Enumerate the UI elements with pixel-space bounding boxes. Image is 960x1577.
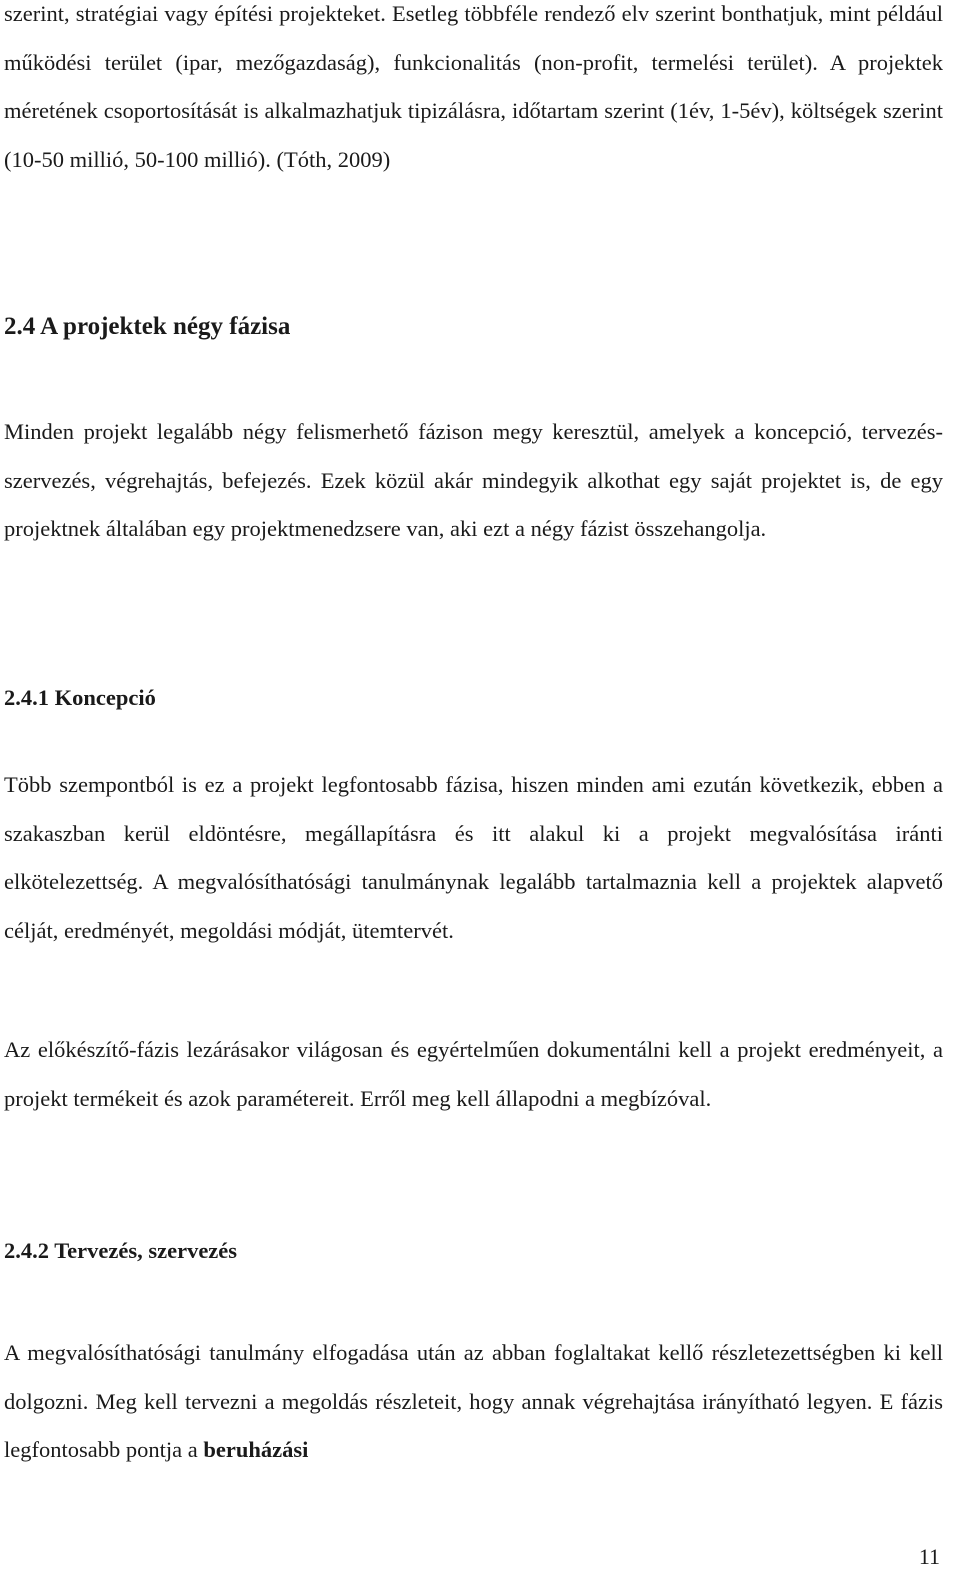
subsection-heading-2-4-2: 2.4.2 Tervezés, szervezés [4,1238,238,1263]
subsection-heading-2-4-1: 2.4.1 Koncepció [4,685,156,710]
paragraph-planning-text: A megvalósíthatósági tanulmány elfogadása után az abban foglaltakat kellő részletezettségben ki kell dolgozni. Meg kell tervezni a megoldás részleteit, hogy annak végrehajtása irányítható legyen. E fázis legfontosabb pontja a [4,1340,943,1463]
paragraph-intro-continuation: szerint, stratégiai vagy építési projekteket. Esetleg többféle rendező elv szerint bonthatjuk, mint például működési terület (ipar, mezőgazdaság), funkcionalitás (non-profit, termelési terület). A projektek méretének csoportosítását is alkalmazhatjuk tipizálásra, időtartam szerint (1év, 1-5év), költségek szerint (10-50 millió, 50-100 millió). (Tóth, 2009) [4,1,943,172]
paragraph-planning [4,1329,943,1475]
page-number: 11 [918,1544,940,1569]
section-heading-2-4: 2.4 A projektek négy fázisa [4,313,291,340]
paragraph-concept: Több szempontból is ez a projekt legfontosabb fázisa, hiszen minden ami ezután következik, ebben a szakaszban kerül eldöntésre, megállapításra és itt alakul ki a projekt megvalósítása iránti elkötelezettség. A megvalósíthatósági tanulmánynak legalább tartalmaznia kell a projektek alapvető célját, eredményét, megoldási módját, ütemtervét. [4,772,943,943]
paragraph-preparation-closing: Az előkészítő-fázis lezárásakor világosan és egyértelműen dokumentálni kell a projekt eredményeit, a projekt termékeit és azok paramétereit. Erről meg kell állapodni a megbízóval. [4,1037,943,1111]
paragraph-planning-bold-term: beruházási [203,1437,309,1463]
paragraph-four-phases: Minden projekt legalább négy felismerhető fázison megy keresztül, amelyek a koncepció, tervezés-szervezés, végrehajtás, befejezés. Ezek közül akár mindegyik alkothat egy saját projektet is, de egy projektnek általában egy projektmenedzsere van, aki ezt a négy fázist összehangolja. [4,419,943,542]
